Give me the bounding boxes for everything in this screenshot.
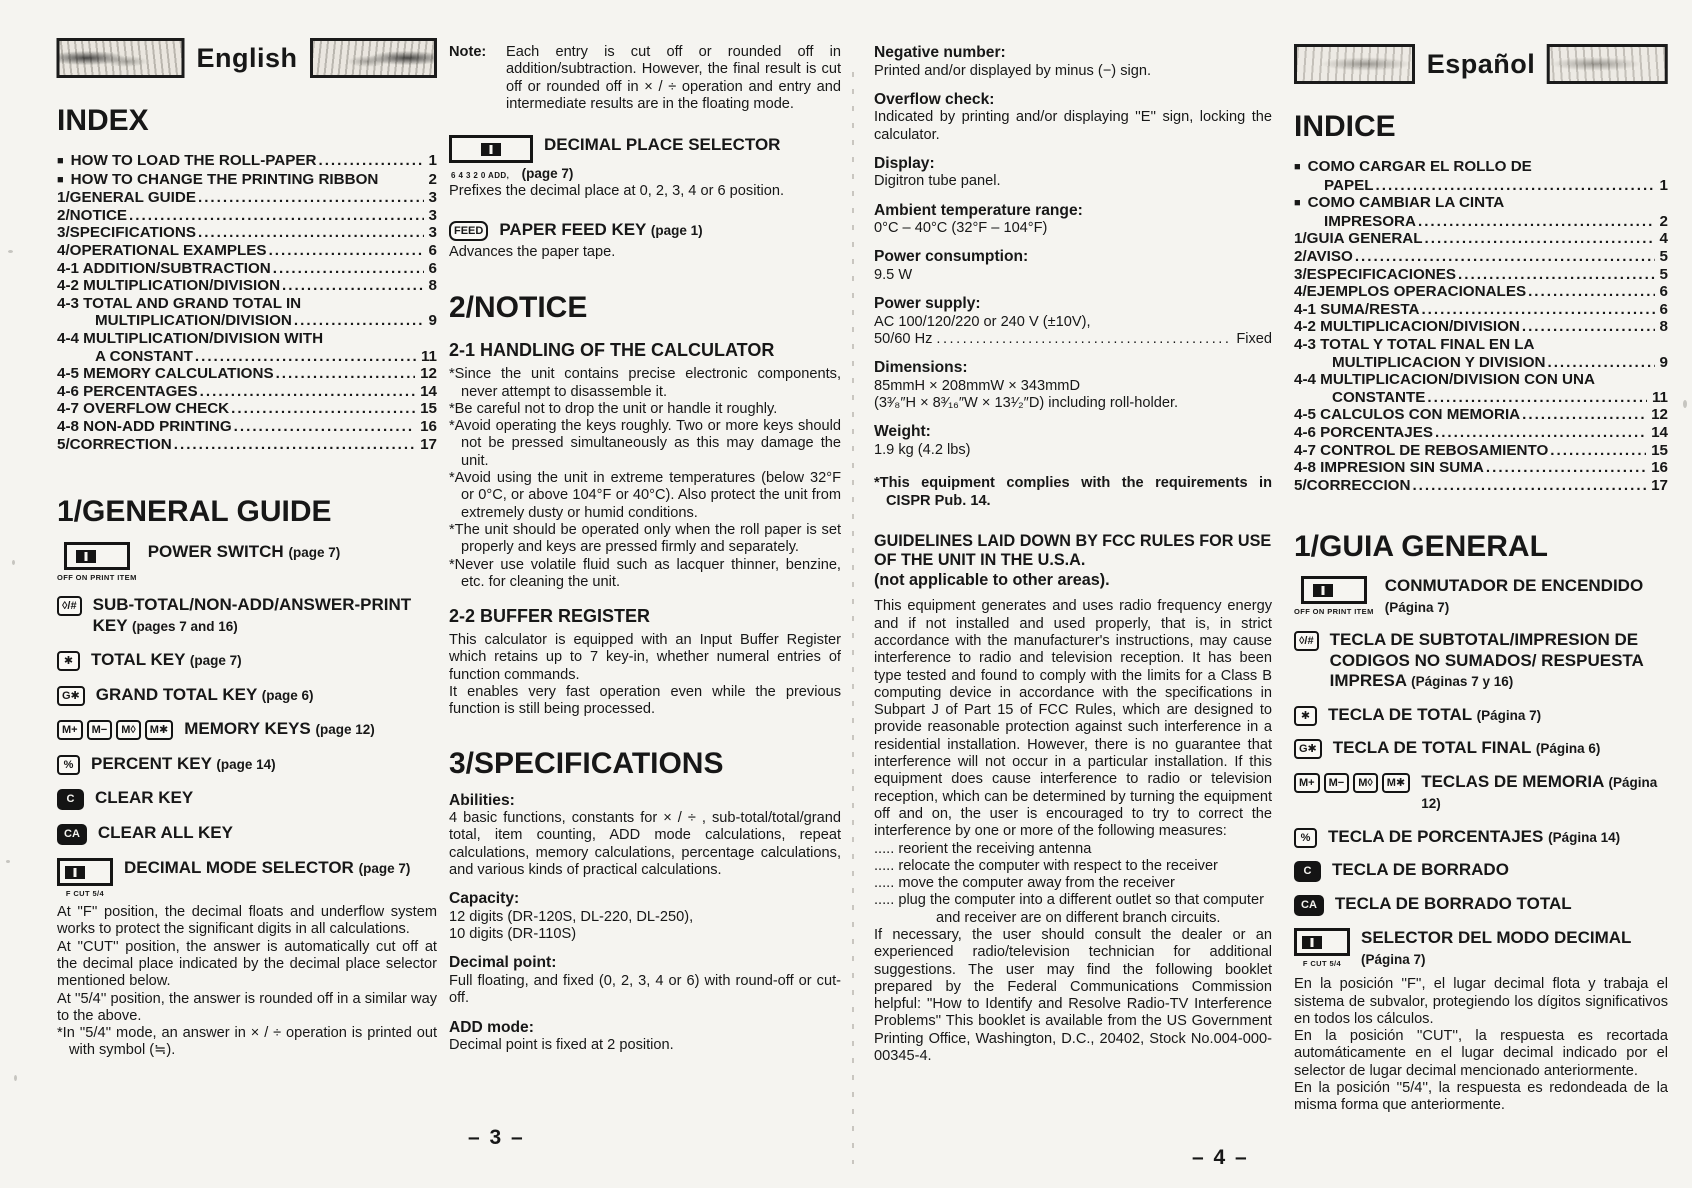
key-label: CLEAR KEY xyxy=(95,788,194,808)
selector-scale-label: 6 4 3 2 0 ADD, xyxy=(451,171,510,181)
specifications-heading: 3/SPECIFICATIONS xyxy=(449,746,724,780)
page-reference: (page 1) xyxy=(650,223,703,239)
memory-diamond-key-icon: M◊ xyxy=(116,720,141,740)
scan-speck xyxy=(8,250,13,253)
spec-label: Power consumption: xyxy=(874,248,1029,266)
spec-label: Abilities: xyxy=(449,791,515,809)
column-specs-fcc xyxy=(874,0,1272,1065)
clear-key-item xyxy=(1294,860,1668,882)
dot-leader xyxy=(1547,354,1654,372)
spec-display xyxy=(874,155,1272,191)
dot-leader xyxy=(1418,213,1655,231)
spec-body: 1.9 kg (4.2 lbs) xyxy=(874,441,971,458)
spec-body: AC 100/120/220 or 240 V (±10V), xyxy=(874,313,1091,330)
dot-leader xyxy=(1425,230,1655,248)
decimal-mode-note: *In ''5/4'' mode, an answer in × / ÷ operation is printed out with symbol (≒). xyxy=(57,1025,437,1059)
subtotal-key-item xyxy=(1294,630,1668,693)
spec-label: Capacity: xyxy=(449,890,520,908)
key-label: TOTAL KEY xyxy=(91,650,186,670)
index-entry: 2/NOTICE ..... 3 xyxy=(57,207,437,225)
key-label: DECIMAL MODE SELECTOR xyxy=(124,858,354,878)
header-badge-left xyxy=(1294,44,1415,84)
index-entry: 1/GUIA GENERAL ..... 4 xyxy=(1294,230,1668,248)
index-entry: 3/ESPECIFICACIONES ..... 5 xyxy=(1294,266,1668,284)
key-label: PERCENT KEY xyxy=(91,753,212,773)
grand-total-key-icon: G✱ xyxy=(57,686,85,706)
scan-speck xyxy=(14,1075,17,1081)
header-badge-right xyxy=(1547,44,1668,84)
subtotal-key-item xyxy=(57,595,437,637)
paper-feed-key-item xyxy=(449,220,841,242)
key-label: DECIMAL PLACE SELECTOR xyxy=(544,135,781,155)
spec-body: 12 digits (DR-120S, DL-220, DL-250), xyxy=(449,908,694,925)
decimal-mode-paragraph: At ''CUT'' position, the answer is automatically cut off at the decimal place indicated by the decimal place selector mentioned below. xyxy=(57,938,437,990)
decimal-mode-paragraph: En la posición ''F'', el lugar decimal flota y trabaja el sistema de subvalor, protegiendo los dígitos significativos en todos los cálculos. xyxy=(1294,976,1668,1027)
dot-leader xyxy=(198,189,424,207)
language-title-english: English xyxy=(196,42,298,73)
key-label: GRAND TOTAL KEY xyxy=(95,684,257,704)
buffer-paragraph: It enables very fast operation even while the previous function is still being processed. xyxy=(449,684,841,718)
clear-key-item xyxy=(57,788,437,810)
spec-weight xyxy=(874,423,1272,459)
key-label: CONMUTADOR DE ENCENDIDO xyxy=(1384,576,1644,596)
total-key-item xyxy=(1294,705,1668,727)
key-label: PAPER FEED KEY xyxy=(499,220,647,240)
percent-key-item xyxy=(57,754,437,776)
general-guide-heading: 1/GENERAL GUIDE xyxy=(57,495,332,529)
memory-plus-key-icon: M+ xyxy=(57,720,83,740)
header-badge-left xyxy=(57,38,185,78)
index-entry: 4-1 ADDITION/SUBTRACTION ..... 6 xyxy=(57,260,437,278)
key-label: POWER SWITCH xyxy=(147,542,284,562)
power-switch-item xyxy=(1294,576,1668,618)
index-entry: 1/GENERAL GUIDE ..... 3 xyxy=(57,189,437,207)
page-number-right: – 4 – xyxy=(1192,1146,1249,1169)
spec-label: Negative number: xyxy=(874,44,1006,61)
page-number-left: – 3 – xyxy=(468,1126,525,1149)
page-reference: (Página 12) xyxy=(1421,774,1658,812)
index-entry: 4/EJEMPLOS OPERACIONALES ..... 6 xyxy=(1294,283,1668,301)
page-reference: (pages 7 and 16) xyxy=(132,618,238,634)
key-label: TECLA DE PORCENTAJES xyxy=(1328,826,1544,846)
memory-star-key-icon: M✱ xyxy=(145,720,173,740)
clear-key-icon: C xyxy=(1294,861,1321,882)
subtotal-key-icon: ◊/# xyxy=(1294,631,1319,651)
dot-leader xyxy=(273,260,424,278)
decimal-place-selector-icon xyxy=(449,135,533,163)
dot-leader xyxy=(129,207,424,225)
notice-heading: 2/NOTICE xyxy=(449,291,588,325)
spec-label: ADD mode: xyxy=(449,1018,534,1036)
memory-minus-key-icon: M− xyxy=(1324,773,1350,793)
page-reference: (page 7) xyxy=(358,861,411,877)
note-body: Each entry is cut off or rounded off in addition/subtraction. However, the final result is cut off or rounded off in × / ÷ operation and entry and intermediate results are in the floating mode. xyxy=(506,44,841,112)
page-reference: (page 7) xyxy=(521,166,574,182)
decimal-mode-selector-item xyxy=(57,858,437,898)
dot-leader xyxy=(1427,389,1647,407)
clear-all-key-item xyxy=(57,823,437,845)
page-reference: (Página 7) xyxy=(1361,951,1426,967)
subtotal-key-icon: ◊/# xyxy=(57,596,82,616)
spec-label: Ambient temperature range: xyxy=(874,201,1083,219)
dot-leader xyxy=(1421,301,1654,319)
spec-label: Power supply: xyxy=(874,295,981,313)
dot-leader xyxy=(936,331,1232,348)
power-switch-item xyxy=(57,542,437,582)
spanish-index-list xyxy=(1294,158,1668,494)
decimal-mode-paragraph: En la posición ''CUT'', la respuesta es recortada automáticamente en el lugar decimal indicado por el selector de lugar decimal mencionado anteriormente. xyxy=(1294,1028,1668,1079)
dot-leader xyxy=(282,277,424,295)
column-notice-specs xyxy=(449,0,841,1054)
spec-body: Digitron tube panel. xyxy=(874,173,1001,190)
percent-key-icon: % xyxy=(1294,828,1317,848)
dot-leader xyxy=(269,242,424,260)
dot-leader xyxy=(294,312,424,330)
spec-body: (3³⁄₈″H × 8³⁄₁₆″W × 13¹⁄₂″D) including roll-holder. xyxy=(874,395,1179,412)
scan-speck xyxy=(1683,400,1687,408)
dot-leader xyxy=(1522,406,1646,424)
page-reference: (page 6) xyxy=(261,687,314,703)
power-switch-icon: OFF ON PRINT ITEM xyxy=(57,542,137,582)
spec-overflow-check xyxy=(874,91,1272,144)
key-label: TECLA DE SUBTOTAL/IMPRESION DE CODIGOS NO SUMADOS/ RESPUESTA IMPRESA xyxy=(1329,630,1644,691)
index-entry: IMPRESORA ..... 2 xyxy=(1294,213,1668,231)
dot-leader xyxy=(198,224,424,242)
index-entry: PAPEL ..... 1 xyxy=(1294,177,1668,195)
index-entry: 4-2 MULTIPLICATION/DIVISION ..... 8 xyxy=(57,277,437,295)
spec-body: 85mmH × 208mmW × 343mmD xyxy=(874,377,1080,394)
page-fold-line xyxy=(852,72,854,1164)
total-key-icon: ✱ xyxy=(1294,706,1317,726)
handling-item: *Avoid using the unit in extreme temperatures (below 32°F or 0°C, or above 104°F or 40°C). Also protect the unit from extremely dusty or humid conditions. xyxy=(449,470,841,521)
language-title-spanish: Español xyxy=(1426,48,1536,79)
page-reference: (Página 6) xyxy=(1535,741,1601,757)
spanish-header xyxy=(1294,44,1668,84)
decimal-place-body: Prefixes the decimal place at 0, 2, 3, 4 or 6 position. xyxy=(449,183,785,200)
spec-body: 4 basic functions, constants for × / ÷ , sub-total/total/grand total, item counting, ADD mode calculations, repeat calculations, memory calculations, percentage calculations, and various kinds of practical calculations. xyxy=(449,810,841,879)
english-index-list xyxy=(57,152,437,453)
fcc-measure-item: ..... plug the computer into a different outlet so that computer and receiver are on different branch circuits. xyxy=(874,892,1264,926)
english-header xyxy=(57,38,437,78)
handling-subheading: 2-1 HANDLING OF THE CALCULATOR xyxy=(449,340,775,361)
key-label: TECLA DE BORRADO xyxy=(1332,860,1509,880)
spec-ambient-temperature xyxy=(874,202,1272,238)
fcc-heading: GUIDELINES LAID DOWN BY FCC RULES FOR USE OF THE UNIT IN THE U.S.A. xyxy=(874,531,1272,570)
spec-label: Dimensions: xyxy=(874,359,968,377)
dot-leader xyxy=(1528,283,1654,301)
key-label: CLEAR ALL KEY xyxy=(97,823,233,843)
dot-leader xyxy=(1355,248,1655,266)
index-entry: 4-6 PERCENTAGES ..... 14 xyxy=(57,383,437,401)
dot-leader xyxy=(1458,266,1655,284)
total-key-item xyxy=(57,650,437,672)
index-entry: 3/SPECIFICATIONS ..... 3 xyxy=(57,224,437,242)
key-label: TECLA DE TOTAL FINAL xyxy=(1332,738,1532,758)
memory-keys-item xyxy=(1294,772,1668,815)
page-reference: (Páginas 7 y 16) xyxy=(1411,674,1514,690)
spec-decimal-point xyxy=(449,954,841,1007)
buffer-subheading: 2-2 BUFFER REGISTER xyxy=(449,606,651,627)
fcc-guidelines-block xyxy=(874,532,1272,1066)
fcc-footer: If necessary, the user should consult the dealer or an experienced radio/television technician for additional suggestions. The user may find the following booklet prepared by the Federal Communications Commission helpful: ''How to Identify and Resolve Radio-TV Interference Problems'' This booklet is available from the US Government Printing Office, Washington, D.C., 20402, Stock No.004-000-00345-4. xyxy=(874,927,1272,1065)
grand-total-key-item xyxy=(1294,738,1668,760)
dot-leader xyxy=(1522,318,1655,336)
dot-leader xyxy=(1376,177,1655,195)
key-label: TECLA DE BORRADO TOTAL xyxy=(1334,894,1572,914)
index-entry: 4-3 TOTAL AND GRAND TOTAL IN xyxy=(57,294,302,312)
header-badge-right xyxy=(310,38,438,78)
clear-key-icon: C xyxy=(57,789,84,810)
dot-leader xyxy=(1486,459,1646,477)
total-key-icon: ✱ xyxy=(57,651,80,671)
fcc-measure-item: ..... reorient the receiving antenna xyxy=(874,840,1092,857)
spec-abilities xyxy=(449,792,841,880)
index-entry: 4-8 NON-ADD PRINTING ..... 16 xyxy=(57,418,437,436)
memory-keys-item xyxy=(57,719,437,741)
scan-speck xyxy=(6,860,10,863)
dot-leader xyxy=(1550,442,1646,460)
index-entry: MULTIPLICACION Y DIVISION ..... 9 xyxy=(1294,354,1668,372)
index-entry: ■ HOW TO LOAD THE ROLL-PAPER ..... 1 xyxy=(57,152,437,171)
spec-power-supply xyxy=(874,295,1272,348)
key-label: SUB-TOTAL/NON-ADD/ANSWER-PRINT KEY xyxy=(92,595,412,635)
spec-add-mode xyxy=(449,1019,841,1055)
spec-label: Overflow check: xyxy=(874,90,995,108)
spec-label: Weight: xyxy=(874,423,931,441)
handling-item: *Avoid operating the keys roughly. Two or more keys should not be pressed simultaneously as this may damage the unit. xyxy=(449,418,841,469)
dot-leader xyxy=(174,436,415,454)
page-reference: (Página 14) xyxy=(1548,829,1621,845)
page-reference: (Página 7) xyxy=(1384,599,1450,615)
dot-leader xyxy=(231,400,415,418)
index-entry: 4-1 SUMA/RESTA ..... 6 xyxy=(1294,301,1668,319)
clear-all-key-icon: CA xyxy=(1294,895,1324,916)
decimal-mode-paragraph: En la posición ''5/4'', la respuesta es redondeada de la misma forma que anteriormente. xyxy=(1294,1080,1668,1114)
spec-body: 9.5 W xyxy=(874,266,913,283)
dot-leader xyxy=(234,418,415,436)
index-entry: 2/AVISO ..... 5 xyxy=(1294,248,1668,266)
spec-body: Full floating, and fixed (0, 2, 3, 4 or 6) with round-off or cut-off. xyxy=(449,972,841,1007)
index-entry: 4-4 MULTIPLICATION/DIVISION WITH xyxy=(57,329,324,347)
guia-general-heading: 1/GUIA GENERAL xyxy=(1294,530,1548,564)
fcc-measure-item: ..... relocate the computer with respect to the receiver xyxy=(874,857,1218,874)
memory-diamond-key-icon: M◊ xyxy=(1353,773,1378,793)
dot-leader xyxy=(276,365,416,383)
column-spanish-index xyxy=(1294,0,1668,1115)
clear-all-key-item xyxy=(1294,894,1668,916)
index-entry: 5/CORRECTION ..... 17 xyxy=(57,436,437,454)
index-entry: 4-8 IMPRESION SIN SUMA ..... 16 xyxy=(1294,459,1668,477)
spec-leader-row: 50/60 Hz ..... Fixed xyxy=(874,331,1272,348)
spec-power-consumption xyxy=(874,248,1272,284)
index-entry: 4-3 TOTAL Y TOTAL FINAL EN LA xyxy=(1294,335,1535,353)
spec-capacity xyxy=(449,890,841,943)
spec-body: 0°C – 40°C (32°F – 104°F) xyxy=(874,220,1048,237)
spec-body: Indicated by printing and/or displaying ''E'' sign, locking the calculator. xyxy=(874,109,1272,143)
decimal-mode-selector-icon: F CUT 5/4 xyxy=(1294,928,1350,968)
percent-key-icon: % xyxy=(57,755,80,775)
key-label: TECLA DE TOTAL xyxy=(1328,704,1472,724)
grand-total-key-icon: G✱ xyxy=(1294,739,1322,759)
memory-star-key-icon: M✱ xyxy=(1382,773,1410,793)
fcc-body: This equipment generates and uses radio frequency energy and if not installed and used properly, that is, in strict accordance with the manufacturer's instructions, may cause interference to radio and television reception. It has been type tested and found to comply with the limits for a Class B computing device in accordance with the specifications in Subpart J of Part 15 of FCC Rules, which are designed to provide reasonable protection against such interference in a residential installation. However, there is no guarantee that interference will not occur in a particular installation. If this equipment does cause interference to radio or television reception, which can be determined by turning the equipment off and on, the user is encouraged to try to correct the interference by one or more of the following measures: xyxy=(874,598,1272,840)
dot-leader xyxy=(200,383,415,401)
index-entry: MULTIPLICATION/DIVISION ..... 9 xyxy=(57,312,437,330)
handling-item: *Since the unit contains precise electronic components, never attempt to disassemble it. xyxy=(449,366,841,400)
spec-label: Display: xyxy=(874,154,935,172)
grand-total-key-item xyxy=(57,685,437,707)
buffer-paragraph: This calculator is equipped with an Input Buffer Register which retains up to 7 key-in, whether numeral entries of function commands. xyxy=(449,632,841,683)
spec-label: Decimal point: xyxy=(449,954,557,972)
page-reference: (Página 7) xyxy=(1476,707,1542,723)
decimal-mode-selector-item xyxy=(1294,928,1668,970)
index-entry: 4-6 PORCENTAJES ..... 14 xyxy=(1294,424,1668,442)
page-reference: (page 12) xyxy=(315,722,375,738)
memory-minus-key-icon: M− xyxy=(87,720,113,740)
fcc-measure-item: ..... move the computer away from the receiver xyxy=(874,875,1175,892)
note-block xyxy=(449,44,841,113)
key-label: MEMORY KEYS xyxy=(184,719,311,739)
index-entry: 4-5 MEMORY CALCULATIONS ..... 12 xyxy=(57,365,437,383)
index-entry: 4-5 CALCULOS CON MEMORIA ..... 12 xyxy=(1294,406,1668,424)
scan-speck xyxy=(12,560,15,565)
handling-item: *Be careful not to drop the unit or handle it roughly. xyxy=(449,400,778,417)
dot-leader xyxy=(1412,477,1646,495)
spec-negative-number xyxy=(874,44,1272,80)
key-label: TECLAS DE MEMORIA xyxy=(1421,771,1604,791)
clear-all-key-icon: CA xyxy=(57,824,87,845)
index-entry: 4-7 CONTROL DE REBOSAMIENTO ..... 15 xyxy=(1294,442,1668,460)
index-entry: ■ COMO CAMBIAR LA CINTA xyxy=(1294,194,1668,213)
decimal-mode-selector-icon: F CUT 5/4 xyxy=(57,858,113,898)
fcc-subheading: (not applicable to other areas). xyxy=(874,570,1110,589)
feed-key-icon: FEED xyxy=(449,221,488,241)
index-entry: ■ HOW TO CHANGE THE PRINTING RIBBON 2 xyxy=(57,171,437,190)
index-entry: 4-7 OVERFLOW CHECK ..... 15 xyxy=(57,400,437,418)
page-reference: (page 7) xyxy=(288,545,341,561)
index-entry: 4-2 MULTIPLICACION/DIVISION ..... 8 xyxy=(1294,318,1668,336)
key-label: SELECTOR DEL MODO DECIMAL xyxy=(1361,928,1632,948)
decimal-place-selector-item xyxy=(449,135,841,163)
index-heading: INDEX xyxy=(57,104,149,137)
handling-item: *Never use volatile fluid such as lacquer thinner, benzine, etc. for cleaning the unit. xyxy=(449,556,841,590)
index-entry: 4-4 MULTIPLICACION/DIVISION CON UNA xyxy=(1294,371,1595,389)
dot-leader xyxy=(195,348,416,366)
index-entry: A CONSTANT ..... 11 xyxy=(57,348,437,366)
memory-plus-key-icon: M+ xyxy=(1294,773,1320,793)
page-reference: (page 14) xyxy=(216,756,276,772)
spec-body: 10 digits (DR-110S) xyxy=(449,926,577,943)
column-english-index xyxy=(57,0,437,1060)
percent-key-item xyxy=(1294,827,1668,849)
handling-item: *The unit should be operated only when the roll paper is set properly and keys are pressed firmly and separately. xyxy=(449,521,841,556)
cispr-note: *This equipment complies with the requirements in CISPR Pub. 14. xyxy=(874,475,1272,509)
decimal-mode-paragraph: At ''5/4'' position, the answer is rounded off in a similar way to the above. xyxy=(57,990,437,1024)
paper-feed-body: Advances the paper tape. xyxy=(449,243,616,260)
index-entry: CONSTANTE ..... 11 xyxy=(1294,389,1668,407)
spec-body: Printed and/or displayed by minus (−) sign. xyxy=(874,62,1152,79)
power-switch-icon: OFF ON PRINT ITEM xyxy=(1294,576,1374,616)
index-entry: 4/OPERATIONAL EXAMPLES ..... 6 xyxy=(57,242,437,260)
spec-body: Decimal point is fixed at 2 position. xyxy=(449,1037,674,1053)
indice-heading: INDICE xyxy=(1294,110,1396,143)
decimal-mode-paragraph: At ''F'' position, the decimal floats and underflow system works to protect the significant digits in all calculations. xyxy=(57,904,437,938)
dot-leader xyxy=(318,152,423,170)
note-label: Note: xyxy=(449,44,487,60)
spec-dimensions xyxy=(874,359,1272,412)
index-entry: ■ COMO CARGAR EL ROLLO DE xyxy=(1294,158,1668,177)
index-entry: 5/CORRECCION ..... 17 xyxy=(1294,477,1668,495)
dot-leader xyxy=(1435,424,1646,442)
page-reference: (page 7) xyxy=(189,653,242,669)
